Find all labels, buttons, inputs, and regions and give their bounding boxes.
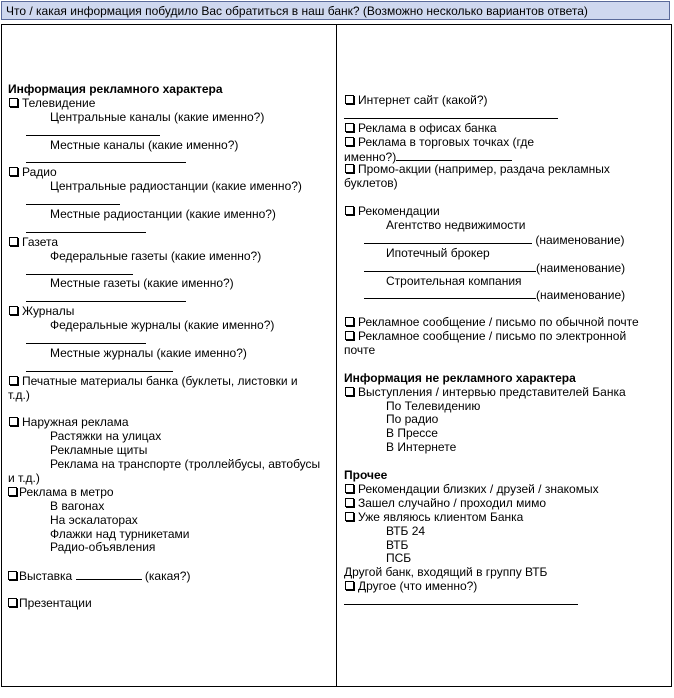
option-tv[interactable]: Телевидение bbox=[8, 97, 334, 111]
option-print-cont: т.д.) bbox=[8, 387, 30, 402]
checkbox-mail[interactable] bbox=[345, 317, 354, 326]
blank-radio-local[interactable] bbox=[8, 222, 334, 236]
underline-field[interactable] bbox=[364, 288, 536, 299]
blank-builder[interactable]: (наименование) bbox=[344, 288, 669, 302]
option-news-federal: Федеральные газеты (какие именно?) bbox=[50, 248, 262, 263]
underline-field[interactable] bbox=[364, 261, 536, 272]
option-email[interactable]: Рекламное сообщение / письмо по электронной bbox=[344, 330, 669, 344]
underline-field[interactable] bbox=[26, 361, 173, 372]
ad-section-title: Информация рекламного характера bbox=[8, 82, 223, 96]
underline-field[interactable] bbox=[26, 125, 160, 136]
option-exhibition[interactable]: Выставка (какая?) bbox=[8, 569, 334, 583]
option-promo-cont: буклетов) bbox=[344, 176, 398, 191]
option-speeches[interactable]: Выступления / интервью представителей Банка bbox=[344, 386, 669, 400]
blank-other[interactable] bbox=[344, 594, 669, 608]
option-other[interactable]: Другое (что именно?) bbox=[344, 580, 669, 594]
blank-radio-central[interactable] bbox=[8, 194, 334, 208]
option-website[interactable]: Интернет сайт (какой?) bbox=[344, 94, 669, 108]
option-outdoor[interactable]: Наружная реклама bbox=[8, 416, 334, 430]
option-client[interactable]: Уже являюсь клиентом Банка bbox=[344, 511, 669, 525]
option-in-press: В Прессе bbox=[386, 426, 438, 441]
checkbox-recommendations[interactable] bbox=[345, 206, 354, 215]
option-points[interactable]: Реклама в торговых точках (где bbox=[344, 136, 669, 150]
checkbox-metro[interactable] bbox=[8, 487, 17, 496]
checkbox-outdoor[interactable] bbox=[9, 417, 18, 426]
option-outdoor-boards: Рекламные щиты bbox=[50, 443, 148, 458]
blank-news-local[interactable] bbox=[8, 291, 334, 305]
option-on-radio: По радио bbox=[386, 412, 439, 427]
option-realty: Агентство недвижимости bbox=[386, 218, 526, 233]
option-magazines[interactable]: Журналы bbox=[8, 305, 334, 319]
option-promo[interactable]: Промо-акции (например, раздача рекламных bbox=[344, 163, 669, 177]
underline-field[interactable] bbox=[26, 333, 146, 344]
answer-table bbox=[1, 24, 672, 687]
checkbox-tv[interactable] bbox=[9, 98, 18, 107]
option-vtb: ВТБ bbox=[386, 537, 409, 552]
option-walked-in[interactable]: Зашел случайно / проходил мимо bbox=[344, 497, 669, 511]
underline-field[interactable] bbox=[26, 152, 186, 163]
option-mag-federal: Федеральные журналы (какие именно?) bbox=[50, 318, 275, 333]
checkbox-walked-in[interactable] bbox=[345, 498, 354, 507]
option-metro-flags: Флажки над турникетами bbox=[50, 526, 190, 541]
option-builder: Строительная компания bbox=[386, 273, 522, 288]
right-column bbox=[344, 94, 669, 608]
underline-field[interactable] bbox=[364, 233, 532, 244]
blank-mag-local[interactable] bbox=[8, 361, 334, 375]
option-vtb24: ВТБ 24 bbox=[386, 523, 426, 538]
checkbox-client[interactable] bbox=[345, 512, 354, 521]
checkbox-other[interactable] bbox=[345, 581, 354, 590]
checkbox-magazines[interactable] bbox=[9, 306, 18, 315]
checkbox-exhibition[interactable] bbox=[8, 571, 17, 580]
option-group-bank: Другой банк, входящий в группу ВТБ bbox=[344, 565, 548, 580]
nonad-section-title: Информация не рекламного характера bbox=[344, 370, 576, 385]
option-psb: ПСБ bbox=[386, 551, 412, 566]
option-in-internet: В Интернете bbox=[386, 440, 457, 455]
option-points-cont: именно?) bbox=[344, 150, 669, 164]
blank-news-federal[interactable] bbox=[8, 264, 334, 278]
option-friends[interactable]: Рекомендации близких / друзей / знакомых bbox=[344, 483, 669, 497]
blank-tv-local[interactable] bbox=[8, 152, 334, 166]
checkbox-speeches[interactable] bbox=[345, 387, 354, 396]
checkbox-website[interactable] bbox=[345, 95, 354, 104]
other-section-title: Прочее bbox=[344, 468, 388, 483]
blank-broker[interactable]: (наименование) bbox=[344, 261, 669, 275]
blank-realty[interactable]: (наименование) bbox=[344, 233, 669, 247]
underline-field[interactable] bbox=[26, 194, 120, 205]
blank-mag-federal[interactable] bbox=[8, 333, 334, 347]
blank-tv-central[interactable] bbox=[8, 125, 334, 139]
option-metro-cars: В вагонах bbox=[50, 498, 105, 513]
column-divider bbox=[336, 25, 337, 686]
checkbox-print[interactable] bbox=[9, 376, 18, 385]
option-email-cont: почте bbox=[344, 343, 376, 358]
option-mail[interactable]: Рекламное сообщение / письмо по обычной почте bbox=[344, 316, 669, 330]
option-outdoor-transport: Реклама на транспорте (троллейбусы, автобусы bbox=[50, 457, 321, 472]
blank-website[interactable] bbox=[344, 108, 669, 122]
option-print[interactable]: Печатные материалы банка (буклеты, листовки и bbox=[8, 375, 334, 389]
underline-field[interactable] bbox=[26, 264, 133, 275]
checkbox-email[interactable] bbox=[345, 331, 354, 340]
underline-field[interactable] bbox=[396, 150, 512, 161]
option-newspaper[interactable]: Газета bbox=[8, 236, 334, 250]
option-broker: Ипотечный брокер bbox=[386, 245, 490, 260]
option-recommendations[interactable]: Рекомендации bbox=[344, 205, 669, 219]
checkbox-friends[interactable] bbox=[345, 484, 354, 493]
checkbox-radio[interactable] bbox=[9, 167, 18, 176]
checkbox-offices[interactable] bbox=[345, 123, 354, 132]
option-metro-radio: Радио-объявления bbox=[50, 540, 156, 555]
underline-field[interactable] bbox=[344, 594, 578, 605]
underline-field[interactable] bbox=[26, 291, 186, 302]
underline-field[interactable] bbox=[76, 569, 142, 580]
option-presentations[interactable]: Презентации bbox=[8, 597, 334, 611]
checkbox-promo[interactable] bbox=[345, 164, 354, 173]
option-on-tv: По Телевидению bbox=[386, 398, 481, 413]
option-news-local: Местные газеты (какие именно?) bbox=[50, 276, 234, 291]
option-outdoor-streets: Растяжки на улицах bbox=[50, 429, 162, 444]
underline-field[interactable] bbox=[344, 108, 558, 119]
checkbox-newspaper[interactable] bbox=[9, 237, 18, 246]
option-radio-local: Местные радиостанции (какие именно?) bbox=[50, 207, 276, 222]
option-radio-central: Центральные радиостанции (какие именно?) bbox=[50, 179, 302, 194]
option-metro[interactable]: Реклама в метро bbox=[8, 486, 334, 500]
option-tv-local: Местные каналы (какие именно?) bbox=[50, 137, 239, 152]
checkbox-points[interactable] bbox=[345, 137, 354, 146]
option-metro-escalators: На эскалаторах bbox=[50, 512, 138, 527]
option-radio[interactable]: Радио bbox=[8, 166, 334, 180]
option-offices[interactable]: Реклама в офисах банка bbox=[344, 122, 669, 136]
underline-field[interactable] bbox=[26, 222, 146, 233]
option-tv-central: Центральные каналы (какие именно?) bbox=[50, 109, 265, 124]
option-outdoor-transport-cont: и т.д.) bbox=[8, 470, 40, 485]
checkbox-presentations[interactable] bbox=[8, 598, 17, 607]
left-column bbox=[8, 83, 334, 611]
question-header: Что / какая информация побудило Вас обратиться в наш банк? (Возможно несколько вариантов ответа) bbox=[1, 1, 670, 20]
option-mag-local: Местные журналы (какие именно?) bbox=[50, 345, 247, 360]
